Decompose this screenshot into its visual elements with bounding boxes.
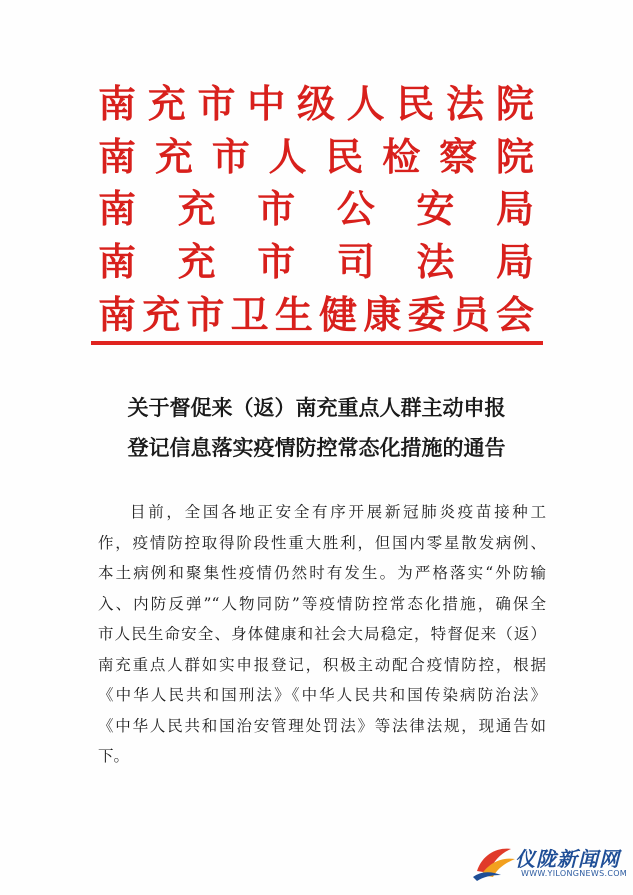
agency-char: 南 <box>98 81 137 127</box>
agency-char: 康 <box>363 291 402 337</box>
body-line: 《中华人民共和国治安管理处罚法》等法律法规，现通告如 <box>98 716 546 735</box>
agency-char: 局 <box>495 239 534 285</box>
agency-char: 会 <box>495 291 534 337</box>
site-logo-icon <box>471 841 517 881</box>
agency-char: 市 <box>257 186 296 232</box>
body-line: 入、内防反弹”“人物同防”等疫情防控常态化措施，确保全 <box>98 594 546 613</box>
agency-char: 员 <box>451 291 490 337</box>
agency-char: 卫 <box>230 291 269 337</box>
agency-char: 市 <box>197 81 236 127</box>
agency-char: 级 <box>296 81 335 127</box>
body-line: 《中华人民共和国刑法》《中华人民共和国传染病防治法》 <box>98 686 546 704</box>
agency-char: 南 <box>98 186 137 232</box>
agency-char: 检 <box>382 133 421 179</box>
agency-line-intermediate-court <box>98 78 534 131</box>
agency-char: 院 <box>495 81 534 127</box>
agency-line-justice-bureau <box>98 236 534 289</box>
agency-char: 局 <box>495 186 534 232</box>
body-line: 南充重点人群如实申报登记，积极主动配合疫情防控，根据 <box>98 655 546 674</box>
agency-char: 察 <box>439 133 478 179</box>
agency-char: 充 <box>142 291 181 337</box>
agency-char: 南 <box>98 133 137 179</box>
agency-char: 中 <box>247 81 286 127</box>
body-line: 目前，全国各地正安全有序开展新冠肺炎疫苗接种工 <box>130 503 546 521</box>
body-line: 下。 <box>98 747 130 765</box>
body-line: 市人民生命安全、身体健康和社会大局稳定，特督促来（返） <box>98 625 546 643</box>
notice-title <box>60 388 573 468</box>
agency-char: 市 <box>186 291 225 337</box>
notice-title-line-2: 登记信息落实疫情防控常态化措施的通告 <box>127 435 506 460</box>
agency-char: 人 <box>268 133 307 179</box>
site-watermark <box>471 841 628 885</box>
body-line: 本土病例和聚集性疫情仍然时有发生。为严格落实“外防输 <box>98 564 546 582</box>
body-line: 作，疫情防控取得阶段性重大胜利，但国内零星散发病例、 <box>98 533 546 552</box>
issuing-agencies-header <box>98 78 534 341</box>
agency-line-health-commission <box>98 288 534 341</box>
agency-char: 安 <box>416 186 455 232</box>
agency-char: 市 <box>257 239 296 285</box>
agency-char: 院 <box>495 133 534 179</box>
agency-char: 市 <box>211 133 250 179</box>
agency-char: 民 <box>396 81 435 127</box>
agency-char: 人 <box>346 81 385 127</box>
agency-char: 南 <box>98 239 137 285</box>
agency-char: 法 <box>416 239 455 285</box>
red-header-rule <box>91 341 543 345</box>
agency-char: 充 <box>147 81 186 127</box>
agency-char: 民 <box>325 133 364 179</box>
site-url: WWW.YILONGNEWS.COM <box>521 869 628 878</box>
agency-char: 健 <box>319 291 358 337</box>
agency-char: 充 <box>154 133 193 179</box>
agency-char: 充 <box>177 186 216 232</box>
agency-char: 司 <box>336 239 375 285</box>
agency-line-procuratorate <box>98 131 534 184</box>
agency-char: 充 <box>177 239 216 285</box>
agency-char: 南 <box>98 291 137 337</box>
agency-char: 委 <box>407 291 446 337</box>
agency-line-public-security <box>98 183 534 236</box>
agency-char: 法 <box>446 81 485 127</box>
site-name: 仪陇新闻网 <box>515 847 620 871</box>
agency-char: 公 <box>336 186 375 232</box>
notice-title-line-1: 关于督促来（返）南充重点人群主动申报 <box>127 395 506 420</box>
notice-body-paragraph <box>98 497 546 772</box>
agency-char: 生 <box>274 291 313 337</box>
